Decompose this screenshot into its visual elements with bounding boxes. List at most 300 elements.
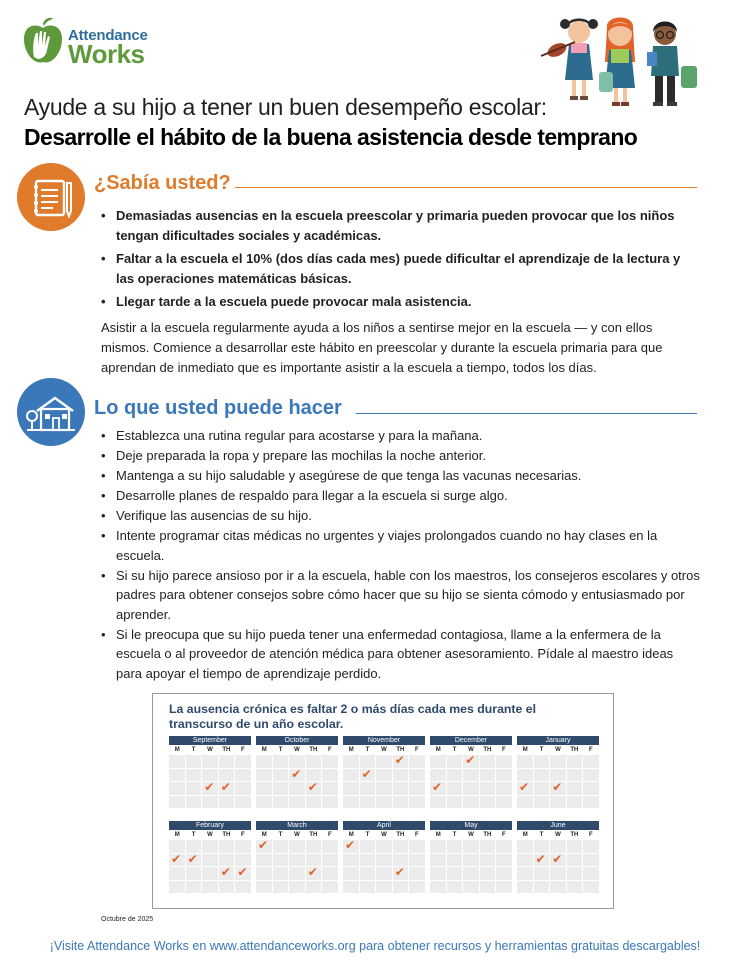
- weekday-label: M: [174, 832, 180, 838]
- day-cell: [567, 769, 583, 782]
- day-cell: [409, 796, 425, 809]
- day-cell: [169, 796, 185, 809]
- day-cell: [289, 840, 305, 853]
- absence-check-icon: [219, 867, 235, 880]
- weekday-label: W: [207, 747, 213, 753]
- day-cell: [430, 881, 446, 894]
- day-cell: [534, 867, 550, 880]
- day-cell: [202, 854, 218, 867]
- absence-check-icon: [235, 867, 251, 880]
- page-subtitle: Ayude a su hijo a tener un buen desempeño escolar:: [24, 94, 547, 120]
- day-cell: [517, 840, 533, 853]
- day-cell: [496, 867, 512, 880]
- day-cell: [583, 755, 599, 768]
- day-grid: [430, 840, 512, 893]
- day-grid: [517, 755, 599, 808]
- day-cell: [583, 854, 599, 867]
- day-cell: [235, 782, 251, 795]
- day-cell: [567, 755, 583, 768]
- day-cell: [480, 840, 496, 853]
- list-item: • Faltar a la escuela el 10% (dos días cada mes) puede dificultar el aprendizaje de la lectura y las operaciones matemáticas básicas.: [101, 249, 701, 288]
- absence-check-icon: [343, 840, 359, 853]
- day-cell: [322, 854, 338, 867]
- day-cell: [583, 782, 599, 795]
- day-cell: [343, 796, 359, 809]
- day-cell: [256, 881, 272, 894]
- day-cell: [409, 782, 425, 795]
- weekday-label: TH: [222, 832, 231, 838]
- weekday-label: TH: [222, 747, 231, 753]
- day-cell: [393, 881, 409, 894]
- day-cell: [169, 867, 185, 880]
- month-label: May: [430, 821, 512, 830]
- day-cell: [289, 867, 305, 880]
- section1-heading: ¿Sabía usted?: [94, 172, 231, 194]
- day-cell: [256, 782, 272, 795]
- day-cell: [219, 755, 235, 768]
- day-cell: [343, 867, 359, 880]
- month-label: January: [517, 736, 599, 745]
- day-cell: [550, 881, 566, 894]
- day-cell: [322, 769, 338, 782]
- section2-icon-circle: [17, 378, 85, 446]
- day-cell: [376, 881, 392, 894]
- calendar-month-february: [169, 821, 251, 893]
- day-cell: [567, 881, 583, 894]
- day-cell: [273, 755, 289, 768]
- day-cell: [289, 881, 305, 894]
- day-cell: [447, 755, 463, 768]
- day-cell: [343, 755, 359, 768]
- month-label: April: [343, 821, 425, 830]
- day-cell: [256, 796, 272, 809]
- day-cell: [430, 840, 446, 853]
- day-cell: [273, 796, 289, 809]
- day-cell: [463, 854, 479, 867]
- weekday-label: T: [365, 832, 370, 838]
- day-cell: [219, 796, 235, 809]
- day-cell: [322, 867, 338, 880]
- day-cell: [496, 782, 512, 795]
- day-cell: [322, 782, 338, 795]
- section1-divider: [235, 187, 697, 188]
- day-cell: [360, 782, 376, 795]
- day-cell: [409, 854, 425, 867]
- day-cell: [447, 854, 463, 867]
- day-cell: [186, 755, 202, 768]
- day-cell: [496, 755, 512, 768]
- day-cell: [534, 796, 550, 809]
- weekday-header: [517, 831, 599, 839]
- day-cell: [376, 782, 392, 795]
- day-cell: [360, 796, 376, 809]
- month-label: November: [343, 736, 425, 745]
- weekday-label: T: [278, 747, 283, 753]
- day-cell: [306, 840, 322, 853]
- day-cell: [169, 881, 185, 894]
- calendar-month-june: [517, 821, 599, 893]
- day-cell: [343, 854, 359, 867]
- day-cell: [393, 769, 409, 782]
- absence-check-icon: [393, 755, 409, 768]
- month-label: June: [517, 821, 599, 830]
- weekday-label: W: [294, 832, 300, 838]
- day-cell: [496, 840, 512, 853]
- weekday-label: M: [435, 832, 441, 838]
- absence-check-icon: [186, 854, 202, 867]
- day-cell: [534, 881, 550, 894]
- day-cell: [409, 755, 425, 768]
- day-cell: [550, 755, 566, 768]
- day-cell: [480, 854, 496, 867]
- section1-icon-circle: [17, 163, 85, 231]
- day-cell: [306, 881, 322, 894]
- day-cell: [376, 867, 392, 880]
- weekday-label: T: [278, 832, 283, 838]
- section1-bullet-list: [101, 206, 701, 316]
- house-icon: [17, 378, 85, 446]
- calendar-month-may: [430, 821, 512, 893]
- weekday-header: [169, 746, 251, 754]
- weekday-label: T: [539, 747, 544, 753]
- day-cell: [376, 854, 392, 867]
- day-cell: [322, 755, 338, 768]
- weekday-header: [430, 831, 512, 839]
- children-illustration-icon: [535, 12, 705, 116]
- day-cell: [360, 854, 376, 867]
- day-cell: [550, 867, 566, 880]
- weekday-label: M: [261, 747, 267, 753]
- weekday-header: [517, 746, 599, 754]
- list-item: • Si su hijo parece ansioso por ir a la escuela, hable con los maestros, los consejeros escolares y otros padres para obtener consejos sobre cómo hacer que su hijo se sienta cómodo y entusiasmado por aprender.: [101, 566, 701, 625]
- month-label: September: [169, 736, 251, 745]
- list-item: • Desarrolle planes de respaldo para llegar a la escuela si surge algo.: [101, 486, 701, 506]
- day-cell: [409, 881, 425, 894]
- publication-date: Octubre de 2025: [101, 916, 154, 923]
- absence-check-icon: [550, 854, 566, 867]
- day-cell: [202, 867, 218, 880]
- weekday-label: F: [414, 747, 419, 753]
- calendar-month-december: [430, 736, 512, 808]
- weekday-label: F: [501, 832, 506, 838]
- calendar-month-october: [256, 736, 338, 808]
- day-cell: [393, 796, 409, 809]
- list-item: • Intente programar citas médicas no urgentes y viajes prolongados cuando no hay clases en la escuela.: [101, 526, 701, 565]
- day-cell: [169, 782, 185, 795]
- weekday-label: TH: [309, 832, 318, 838]
- day-cell: [480, 867, 496, 880]
- list-item: • Mantenga a su hijo saludable y asegúrese de que tenga las vacunas necesarias.: [101, 466, 701, 486]
- day-cell: [273, 867, 289, 880]
- weekday-label: T: [452, 747, 457, 753]
- day-cell: [567, 796, 583, 809]
- day-cell: [496, 881, 512, 894]
- calendar-month-march: [256, 821, 338, 893]
- day-cell: [169, 755, 185, 768]
- day-cell: [186, 881, 202, 894]
- day-cell: [186, 769, 202, 782]
- weekday-label: M: [522, 832, 528, 838]
- day-cell: [202, 840, 218, 853]
- list-item: • Establezca una rutina regular para acostarse y para la mañana.: [101, 426, 701, 446]
- calendar-month-april: [343, 821, 425, 893]
- day-cell: [322, 840, 338, 853]
- absence-check-icon: [289, 769, 305, 782]
- day-cell: [273, 769, 289, 782]
- weekday-label: TH: [483, 747, 492, 753]
- list-item: • Llegar tarde a la escuela puede provocar mala asistencia.: [101, 292, 701, 312]
- day-grid: [343, 755, 425, 808]
- weekday-label: F: [588, 832, 593, 838]
- section2-divider: [356, 413, 697, 414]
- weekday-label: M: [261, 832, 267, 838]
- day-cell: [256, 867, 272, 880]
- day-cell: [480, 769, 496, 782]
- absence-check-icon: [534, 854, 550, 867]
- absence-check-icon: [430, 782, 446, 795]
- day-cell: [289, 854, 305, 867]
- attendance-works-logo: [22, 17, 157, 69]
- day-cell: [289, 796, 305, 809]
- list-item: • Si le preocupa que su hijo pueda tener una enfermedad contagiosa, llame a la enfermera de la escuela o al proveedor de atención médica para obtener asesoramiento. Pídale al maestro ideas para apoyar el tiempo de aprendizaje perdido.: [101, 625, 701, 684]
- logo-text-attendance: Attendance: [68, 27, 148, 44]
- day-cell: [376, 840, 392, 853]
- weekday-label: F: [414, 832, 419, 838]
- day-cell: [430, 796, 446, 809]
- day-cell: [273, 840, 289, 853]
- weekday-label: M: [348, 747, 354, 753]
- day-cell: [202, 755, 218, 768]
- day-grid: [256, 755, 338, 808]
- day-cell: [447, 867, 463, 880]
- day-cell: [235, 769, 251, 782]
- section2-heading: Lo que usted puede hacer: [94, 397, 342, 419]
- day-cell: [517, 881, 533, 894]
- day-cell: [430, 867, 446, 880]
- month-label: December: [430, 736, 512, 745]
- weekday-label: W: [381, 747, 387, 753]
- apple-hand-logo-icon: [22, 17, 64, 67]
- day-cell: [583, 867, 599, 880]
- weekday-label: F: [240, 832, 245, 838]
- day-cell: [409, 769, 425, 782]
- absence-check-icon: [393, 867, 409, 880]
- section2-bullet-list: [101, 426, 701, 684]
- list-item: • Deje preparada la ropa y prepare las mochilas la noche anterior.: [101, 446, 701, 466]
- absence-check-icon: [169, 854, 185, 867]
- day-cell: [517, 867, 533, 880]
- footer-link-text[interactable]: ¡Visite Attendance Works en www.attendanceworks.org para obtener recursos y herramientas gratuitas descargables!: [49, 939, 701, 953]
- day-grid: [169, 755, 251, 808]
- day-cell: [256, 854, 272, 867]
- weekday-label: W: [468, 832, 474, 838]
- day-cell: [463, 782, 479, 795]
- absence-check-icon: [306, 782, 322, 795]
- weekday-label: W: [381, 832, 387, 838]
- day-cell: [463, 867, 479, 880]
- day-cell: [306, 796, 322, 809]
- weekday-header: [343, 746, 425, 754]
- day-cell: [289, 782, 305, 795]
- day-cell: [256, 769, 272, 782]
- day-cell: [447, 840, 463, 853]
- day-cell: [393, 840, 409, 853]
- page-title: Desarrolle el hábito de la buena asistencia desde temprano: [24, 124, 638, 150]
- day-cell: [447, 796, 463, 809]
- weekday-header: [169, 831, 251, 839]
- day-cell: [322, 881, 338, 894]
- day-cell: [567, 867, 583, 880]
- day-cell: [550, 796, 566, 809]
- day-cell: [169, 769, 185, 782]
- day-grid: [430, 755, 512, 808]
- weekday-label: W: [555, 747, 561, 753]
- weekday-label: TH: [483, 832, 492, 838]
- day-cell: [186, 796, 202, 809]
- day-cell: [496, 796, 512, 809]
- weekday-label: W: [468, 747, 474, 753]
- weekday-label: T: [539, 832, 544, 838]
- day-cell: [517, 796, 533, 809]
- day-cell: [496, 854, 512, 867]
- weekday-header: [256, 746, 338, 754]
- day-cell: [343, 769, 359, 782]
- day-cell: [517, 755, 533, 768]
- weekday-label: TH: [570, 832, 579, 838]
- weekday-header: [256, 831, 338, 839]
- day-cell: [534, 782, 550, 795]
- weekday-label: F: [588, 747, 593, 753]
- day-grid: [343, 840, 425, 893]
- weekday-label: T: [191, 747, 196, 753]
- day-cell: [343, 782, 359, 795]
- day-cell: [480, 881, 496, 894]
- day-cell: [235, 840, 251, 853]
- weekday-label: W: [207, 832, 213, 838]
- day-cell: [202, 796, 218, 809]
- day-cell: [409, 867, 425, 880]
- day-cell: [567, 782, 583, 795]
- month-label: October: [256, 736, 338, 745]
- day-cell: [186, 782, 202, 795]
- day-cell: [583, 796, 599, 809]
- day-cell: [273, 854, 289, 867]
- day-cell: [583, 769, 599, 782]
- day-cell: [583, 881, 599, 894]
- day-cell: [463, 796, 479, 809]
- day-cell: [463, 840, 479, 853]
- day-cell: [409, 840, 425, 853]
- absence-check-icon: [517, 782, 533, 795]
- absence-check-icon: [360, 769, 376, 782]
- day-cell: [463, 881, 479, 894]
- notebook-icon: [17, 163, 85, 231]
- day-cell: [430, 755, 446, 768]
- day-cell: [517, 854, 533, 867]
- weekday-header: [343, 831, 425, 839]
- weekday-label: W: [294, 747, 300, 753]
- list-item: • Verifique las ausencias de su hijo.: [101, 506, 701, 526]
- weekday-label: F: [327, 747, 332, 753]
- day-cell: [567, 840, 583, 853]
- weekday-label: M: [522, 747, 528, 753]
- day-cell: [496, 769, 512, 782]
- weekday-label: W: [555, 832, 561, 838]
- absence-check-icon: [550, 782, 566, 795]
- calendar-title: La ausencia crónica es faltar 2 o más días cada mes durante el transcurso de un año escolar.: [169, 702, 537, 731]
- day-cell: [447, 782, 463, 795]
- weekday-label: M: [174, 747, 180, 753]
- weekday-label: TH: [309, 747, 318, 753]
- absence-check-icon: [202, 782, 218, 795]
- day-cell: [186, 867, 202, 880]
- day-cell: [202, 881, 218, 894]
- day-cell: [235, 796, 251, 809]
- weekday-label: T: [191, 832, 196, 838]
- absence-check-icon: [306, 867, 322, 880]
- calendar-month-november: [343, 736, 425, 808]
- weekday-label: T: [452, 832, 457, 838]
- day-grid: [169, 840, 251, 893]
- day-cell: [273, 782, 289, 795]
- weekday-label: TH: [396, 832, 405, 838]
- day-cell: [534, 755, 550, 768]
- day-cell: [447, 881, 463, 894]
- day-cell: [376, 769, 392, 782]
- day-cell: [534, 769, 550, 782]
- day-cell: [235, 881, 251, 894]
- weekday-label: T: [365, 747, 370, 753]
- day-cell: [567, 854, 583, 867]
- absence-check-icon: [256, 840, 272, 853]
- day-cell: [273, 881, 289, 894]
- day-cell: [376, 796, 392, 809]
- section1-paragraph: Asistir a la escuela regularmente ayuda a los niños a sentirse mejor en la escuela — y con ellos mismos. Comience a desarrollar este hábito en preescolar y durante la escuela primaria para que aprendan de inmediato que es importante asistir a la escuela a tiempo, todos los días.: [101, 320, 663, 375]
- chronic-absence-calendar: [152, 693, 614, 909]
- day-cell: [219, 840, 235, 853]
- day-cell: [306, 755, 322, 768]
- day-grid: [517, 840, 599, 893]
- day-cell: [480, 755, 496, 768]
- day-cell: [343, 881, 359, 894]
- day-grid: [256, 840, 338, 893]
- month-label: March: [256, 821, 338, 830]
- list-item: • Demasiadas ausencias en la escuela preescolar y primaria pueden provocar que los niños tengan dificultades sociales y académicas.: [101, 206, 701, 245]
- day-cell: [360, 881, 376, 894]
- day-cell: [360, 867, 376, 880]
- day-cell: [235, 755, 251, 768]
- weekday-label: F: [327, 832, 332, 838]
- calendar-month-january: [517, 736, 599, 808]
- weekday-label: M: [435, 747, 441, 753]
- day-cell: [376, 755, 392, 768]
- weekday-label: M: [348, 832, 354, 838]
- day-cell: [219, 881, 235, 894]
- day-cell: [430, 854, 446, 867]
- day-cell: [256, 755, 272, 768]
- logo-text-works: Works: [68, 39, 145, 69]
- weekday-label: F: [240, 747, 245, 753]
- absence-check-icon: [463, 755, 479, 768]
- absence-check-icon: [219, 782, 235, 795]
- day-cell: [583, 840, 599, 853]
- day-cell: [393, 782, 409, 795]
- day-cell: [322, 796, 338, 809]
- calendar-month-september: [169, 736, 251, 808]
- day-cell: [480, 796, 496, 809]
- weekday-label: TH: [396, 747, 405, 753]
- day-cell: [463, 769, 479, 782]
